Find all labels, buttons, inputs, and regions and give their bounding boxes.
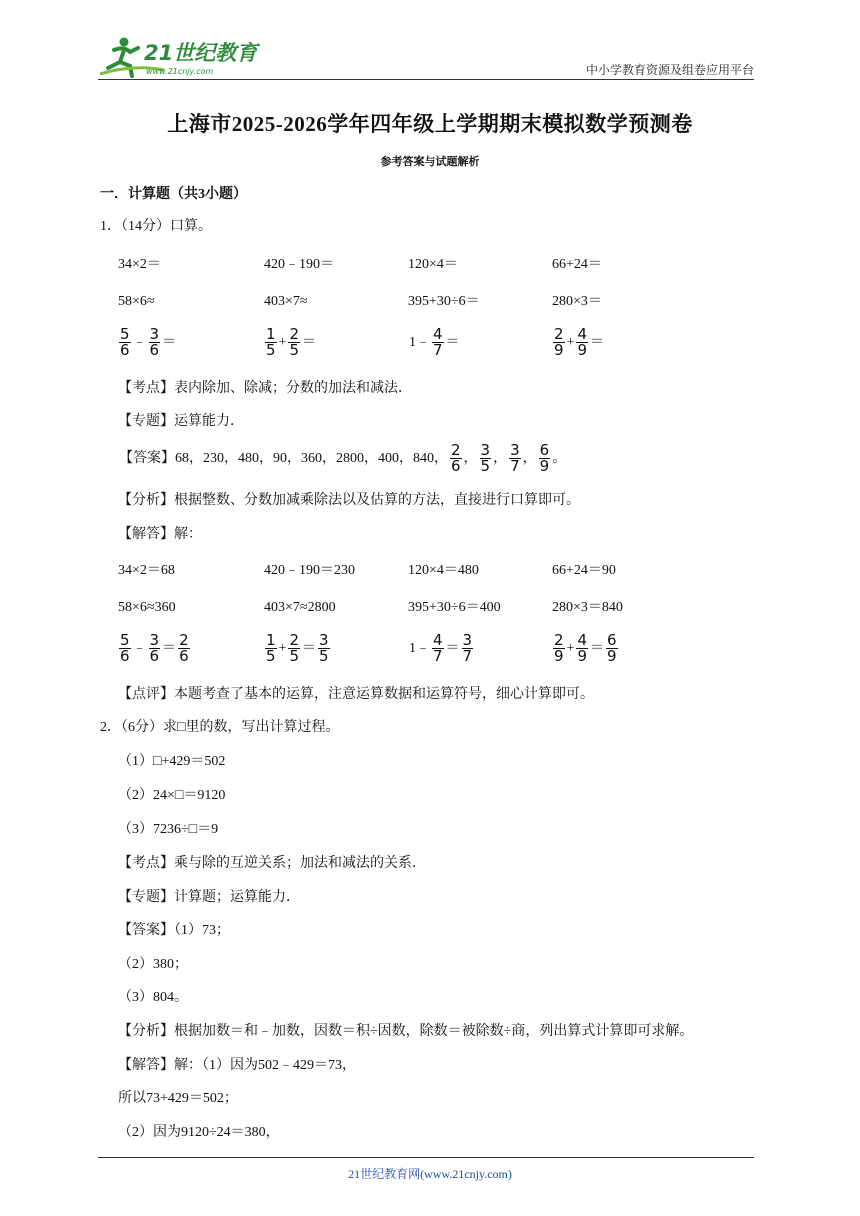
- q1-frac-expr: $\frac{1}{5}$ + $\frac{2}{5}$ ＝: [266, 325, 316, 359]
- q1-sol: 280×3＝840: [552, 600, 623, 615]
- logo-url: www.21cnjy.com: [146, 67, 214, 76]
- q1-sol: 120×4＝480: [408, 563, 479, 578]
- q2-item: （3）7236÷□＝9: [118, 822, 219, 837]
- q1-zhuanti: 【专题】运算能力．: [118, 414, 244, 429]
- fraction: $\frac{2}{5}$: [289, 325, 299, 359]
- section-heading: 一．计算题（共3小题）: [100, 187, 247, 202]
- fraction: $\frac{4}{7}$: [433, 325, 443, 359]
- q1-kaodian: 【考点】表内除加、除减；分数的加法和减法．: [118, 381, 412, 396]
- platform-name: 中小学教育资源及组卷应用平台: [585, 63, 754, 77]
- q1-sol-frac: $\frac{1}{5}$ + $\frac{2}{5}$ ＝ $\frac{3}{5}$: [266, 631, 329, 665]
- q1-sol-frac: $\frac{5}{6}$ ﹣ $\frac{3}{6}$ ＝ $\frac{2}{6}$: [120, 631, 189, 665]
- q1-sol: 420﹣190＝230: [264, 563, 355, 578]
- q1-frac-expr: $\frac{5}{6}$ ﹣ $\frac{3}{6}$ ＝: [120, 325, 177, 359]
- q1-item: 34×2＝: [118, 257, 161, 272]
- header-rule: [98, 79, 754, 80]
- q1-item: 280×3＝: [552, 294, 602, 309]
- q1-item: 120×4＝: [408, 257, 458, 272]
- q2-stem: 2．（6分）求□里的数，写出计算过程。: [100, 720, 340, 735]
- page-subtitle: 参考答案与试题解析: [380, 155, 480, 168]
- fraction: $\frac{2}{9}$: [554, 325, 564, 359]
- q2-jieda: （2）因为9120÷24＝380，: [118, 1125, 280, 1140]
- fraction: $\frac{3}{6}$: [149, 325, 160, 359]
- q1-item: 420﹣190＝: [264, 257, 334, 272]
- q1-sol-frac: $\frac{2}{9}$ + $\frac{4}{9}$ ＝ $\frac{6}{9}$: [554, 631, 617, 665]
- q1-sol: 58×6≈360: [118, 600, 176, 615]
- q1-dianping: 【点评】本题考查了基本的运算，注意运算数据和运算符号，细心计算即可。: [118, 687, 594, 702]
- q1-sol: 403×7≈2800: [264, 600, 336, 615]
- q2-item: （1）□+429＝502: [118, 754, 226, 769]
- q2-jieda: 所以73+429＝502；: [118, 1091, 238, 1106]
- fraction: $\frac{1}{5}$: [266, 325, 276, 359]
- fraction: $\frac{4}{9}$: [577, 325, 587, 359]
- q2-answer: 【答案】（1）73；: [118, 923, 230, 938]
- q1-sol: 34×2＝68: [118, 563, 175, 578]
- q2-zhuanti: 【专题】计算题；运算能力．: [118, 890, 300, 905]
- q2-fenxi: 【分析】根据加数＝和﹣加数，因数＝积÷因数，除数＝被除数÷商，列出算式计算即可求解。: [118, 1024, 694, 1039]
- q1-fenxi: 【分析】根据整数、分数加减乘除法以及估算的方法，直接进行口算即可。: [118, 493, 580, 508]
- q1-answer: 【答案】68，230，480，90，360，2800，400，840， $\frac{2}{6}$ ， $\frac{3}{5}$ ， $\frac{3}{7}$ ， $\frac{6}{9}$ 。: [119, 441, 567, 475]
- page-title: 上海市2025-2026学年四年级上学期期末模拟数学预测卷: [167, 112, 693, 136]
- q1-item: 66+24＝: [552, 257, 602, 272]
- logo-icon: [94, 34, 264, 82]
- q1-sol-frac: 1﹣ $\frac{4}{7}$ ＝ $\frac{3}{7}$: [409, 631, 473, 665]
- logo-text: 21世纪教育: [144, 41, 258, 65]
- q1-stem: 1．（14分）口算。: [100, 219, 212, 234]
- q1-frac-expr: $\frac{2}{9}$ + $\frac{4}{9}$ ＝: [554, 325, 604, 359]
- q2-kaodian: 【考点】乘与除的互逆关系；加法和减法的关系．: [118, 856, 426, 871]
- fraction: $\frac{5}{6}$: [120, 325, 130, 359]
- footer-rule: [98, 1157, 754, 1158]
- footer-link[interactable]: 21世纪教育网(www.21cnjy.com): [348, 1167, 512, 1181]
- q1-item: 395+30÷6＝: [408, 294, 480, 309]
- q2-item: （2）24×□＝9120: [118, 788, 226, 803]
- q1-sol: 66+24＝90: [552, 563, 616, 578]
- q1-sol: 395+30÷6＝400: [408, 600, 501, 615]
- q1-frac-expr: 1﹣ $\frac{4}{7}$ ＝: [409, 325, 460, 359]
- q2-jieda: 【解答】解：（1）因为502﹣429＝73，: [118, 1058, 356, 1073]
- q2-answer: （3）804。: [118, 990, 188, 1005]
- q1-item: 403×7≈: [264, 294, 308, 309]
- q1-jieda: 【解答】解：: [118, 527, 202, 542]
- q1-item: 58×6≈: [118, 294, 155, 309]
- q2-answer: （2）380；: [118, 957, 188, 972]
